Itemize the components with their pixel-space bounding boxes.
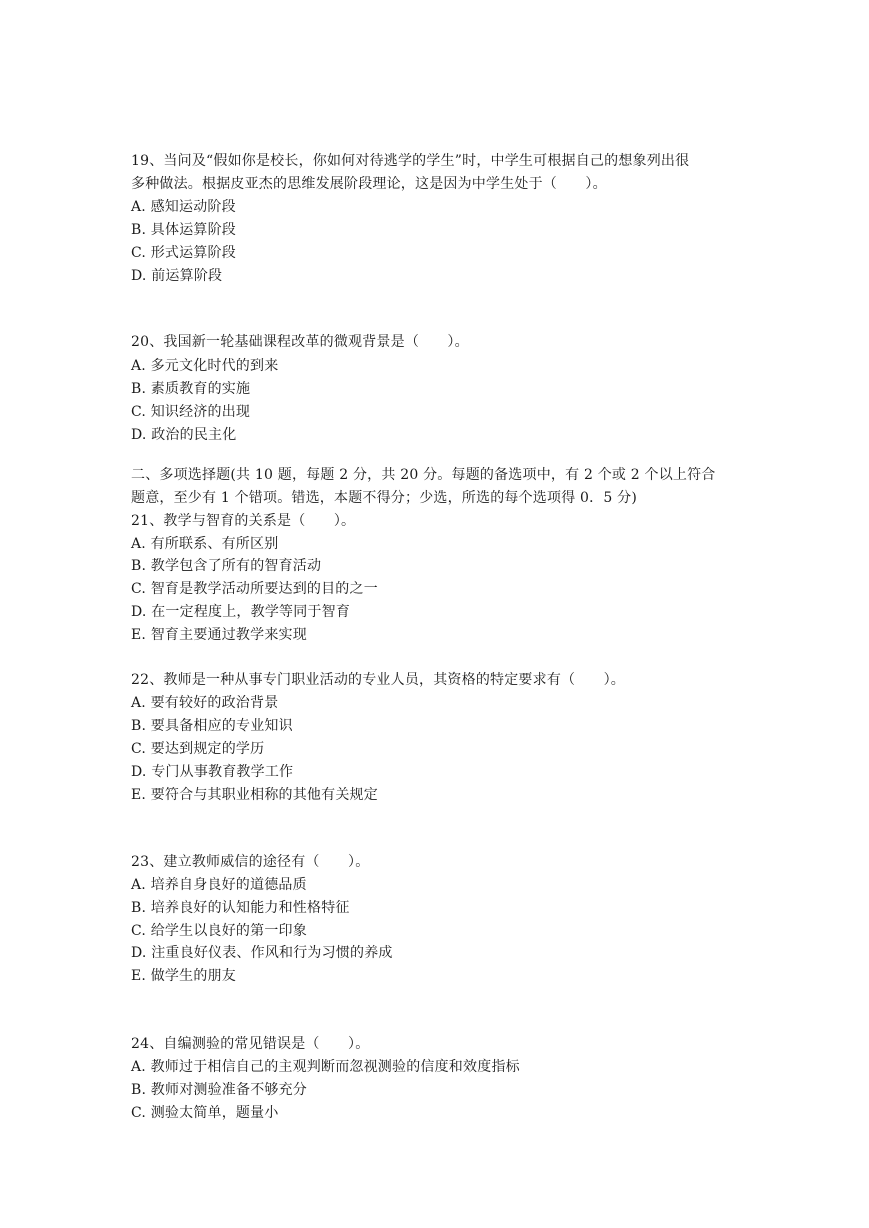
q23-option-a: A. 培养自身良好的道德品质 xyxy=(131,877,307,893)
q23-option-e: E. 做学生的朋友 xyxy=(131,968,236,984)
section-header-line-2: 题意，至少有 1 个错项。错选，本题不得分；少选，所选的每个选项得 0．5 分) xyxy=(131,490,637,506)
q19-option-a: A. 感知运动阶段 xyxy=(131,199,236,215)
q23-stem-line-1: 23、建立教师威信的途径有（ ）。 xyxy=(131,854,370,870)
q24-stem-line-1: 24、自编测验的常见错误是（ ）。 xyxy=(131,1036,370,1052)
q24-option-c: C. 测验太简单，题量小 xyxy=(131,1105,279,1121)
q20-option-d: D. 政治的民主化 xyxy=(131,427,237,443)
q19-option-d: D. 前运算阶段 xyxy=(131,268,223,284)
q21-option-b: B. 教学包含了所有的智育活动 xyxy=(131,558,322,574)
q22-stem-line-1: 22、教师是一种从事专门职业活动的专业人员，其资格的特定要求有（ ）。 xyxy=(131,672,626,688)
q22-option-c: C. 要达到规定的学历 xyxy=(131,741,265,757)
q19-option-b: B. 具体运算阶段 xyxy=(131,222,236,238)
q24-option-b: B. 教师对测验准备不够充分 xyxy=(131,1082,307,1098)
q21-option-c: C. 智育是教学活动所要达到的目的之一 xyxy=(131,581,378,597)
q22-option-b: B. 要具备相应的专业知识 xyxy=(131,718,293,734)
q20-option-c: C. 知识经济的出现 xyxy=(131,404,251,420)
q24-option-a: A. 教师过于相信自己的主观判断而忽视测验的信度和效度指标 xyxy=(131,1059,520,1075)
q20-option-a: A. 多元文化时代的到来 xyxy=(131,358,279,374)
q22-option-d: D. 专门从事教育教学工作 xyxy=(131,764,294,780)
q23-option-d: D. 注重良好仪表、作风和行为习惯的养成 xyxy=(131,945,393,961)
q20-option-b: B. 素质教育的实施 xyxy=(131,381,251,397)
q19-option-c: C. 形式运算阶段 xyxy=(131,245,236,261)
q20-stem-line-1: 20、我国新一轮基础课程改革的微观背景是（ ）。 xyxy=(131,334,469,350)
q19-stem-line-2: 多种做法。根据皮亚杰的思维发展阶段理论，这是因为中学生处于（ ）。 xyxy=(131,176,607,192)
q21-option-d: D. 在一定程度上，教学等同于智育 xyxy=(131,604,351,620)
q21-stem-line-1: 21、教学与智育的关系是（ ）。 xyxy=(131,513,356,529)
q21-option-a: A. 有所联系、有所区别 xyxy=(131,536,279,552)
q23-option-b: B. 培养良好的认知能力和性格特征 xyxy=(131,900,350,916)
q21-option-e: E. 智育主要通过教学来实现 xyxy=(131,627,307,643)
q22-option-a: A. 要有较好的政治背景 xyxy=(131,695,279,711)
q22-option-e: E. 要符合与其职业相称的其他有关规定 xyxy=(131,787,378,803)
q23-option-c: C. 给学生以良好的第一印象 xyxy=(131,923,307,939)
q19-stem-line-1: 19、当问及“假如你是校长，你如何对待逃学的学生”时，中学生可根据自己的想象列出很 xyxy=(131,153,690,169)
section-header-line-1: 二、多项选择题(共 10 题，每题 2 分，共 20 分。每题的备选项中，有 2 个或 2 个以上符合 xyxy=(131,467,716,483)
